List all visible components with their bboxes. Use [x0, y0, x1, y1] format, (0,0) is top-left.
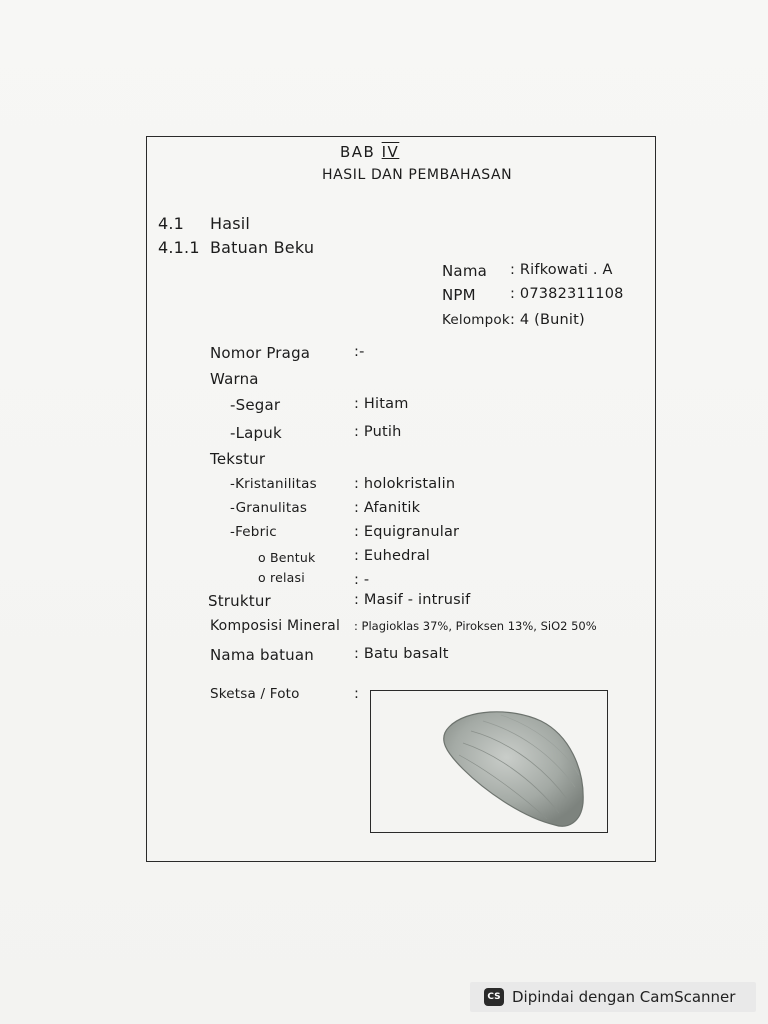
camscanner-logo-icon: CS [484, 988, 504, 1006]
relasi-label: o relasi [258, 570, 305, 585]
warna-segar-value: : Hitam [354, 396, 409, 412]
struktur-value: : Masif - intrusif [354, 592, 471, 608]
komposisi-mineral-label: Komposisi Mineral [210, 618, 341, 634]
nama-batuan-label: Nama batuan [210, 646, 314, 664]
fabric-value: : Equigranular [354, 524, 460, 540]
chapter-number: IV [381, 143, 400, 161]
tekstur-label: Tekstur [210, 450, 266, 468]
fabric-label: -Febric [230, 524, 277, 540]
chapter-subtitle: HASIL DAN PEMBAHASAN [322, 167, 513, 183]
nama-batuan-value: : Batu basalt [354, 646, 449, 662]
npm-value: : 07382311108 [510, 286, 624, 302]
bentuk-value: : Euhedral [354, 548, 431, 564]
warna-lapuk-label: -Lapuk [230, 424, 282, 442]
sketsa-label: Sketsa / Foto [210, 686, 300, 702]
warna-lapuk-value: : Putih [354, 424, 402, 440]
granulitas-label: -Granulitas [230, 500, 308, 516]
subsection-number: 4.1.1 [158, 238, 200, 257]
nama-label: Nama [442, 262, 488, 280]
npm-label: NPM [442, 286, 476, 304]
camscanner-text: Dipindai dengan CamScanner [512, 988, 736, 1006]
warna-segar-label: -Segar [230, 396, 281, 414]
rock-sketch-drawing [371, 691, 606, 831]
kristalinitas-label: -Kristanilitas [230, 476, 317, 492]
chapter-label: BAB [340, 143, 376, 161]
sketsa-colon: : [354, 686, 360, 702]
granulitas-value: : Afanitik [354, 500, 421, 516]
kristalinitas-value: : holokristalin [354, 476, 456, 492]
kelompok-label: Kelompok [442, 312, 510, 328]
komposisi-mineral-value: : Plagioklas 37%, Piroksen 13%, SiO2 50% [354, 619, 597, 633]
section-number: 4.1 [158, 214, 185, 233]
nama-value: : Rifkowati . A [510, 262, 613, 278]
warna-label: Warna [210, 370, 259, 388]
nomor-peraga-label: Nomor Praga [210, 344, 311, 362]
kelompok-value: : 4 (Bunit) [510, 312, 585, 328]
sketch-frame [370, 690, 608, 833]
bentuk-label: o Bentuk [258, 550, 316, 565]
chapter-title [340, 143, 399, 161]
nomor-peraga-value: :- [354, 344, 365, 360]
relasi-value: : - [354, 572, 370, 588]
camscanner-watermark [470, 982, 756, 1012]
struktur-label: Struktur [208, 592, 271, 610]
section-title: Hasil [210, 214, 251, 233]
subsection-title: Batuan Beku [210, 238, 315, 257]
